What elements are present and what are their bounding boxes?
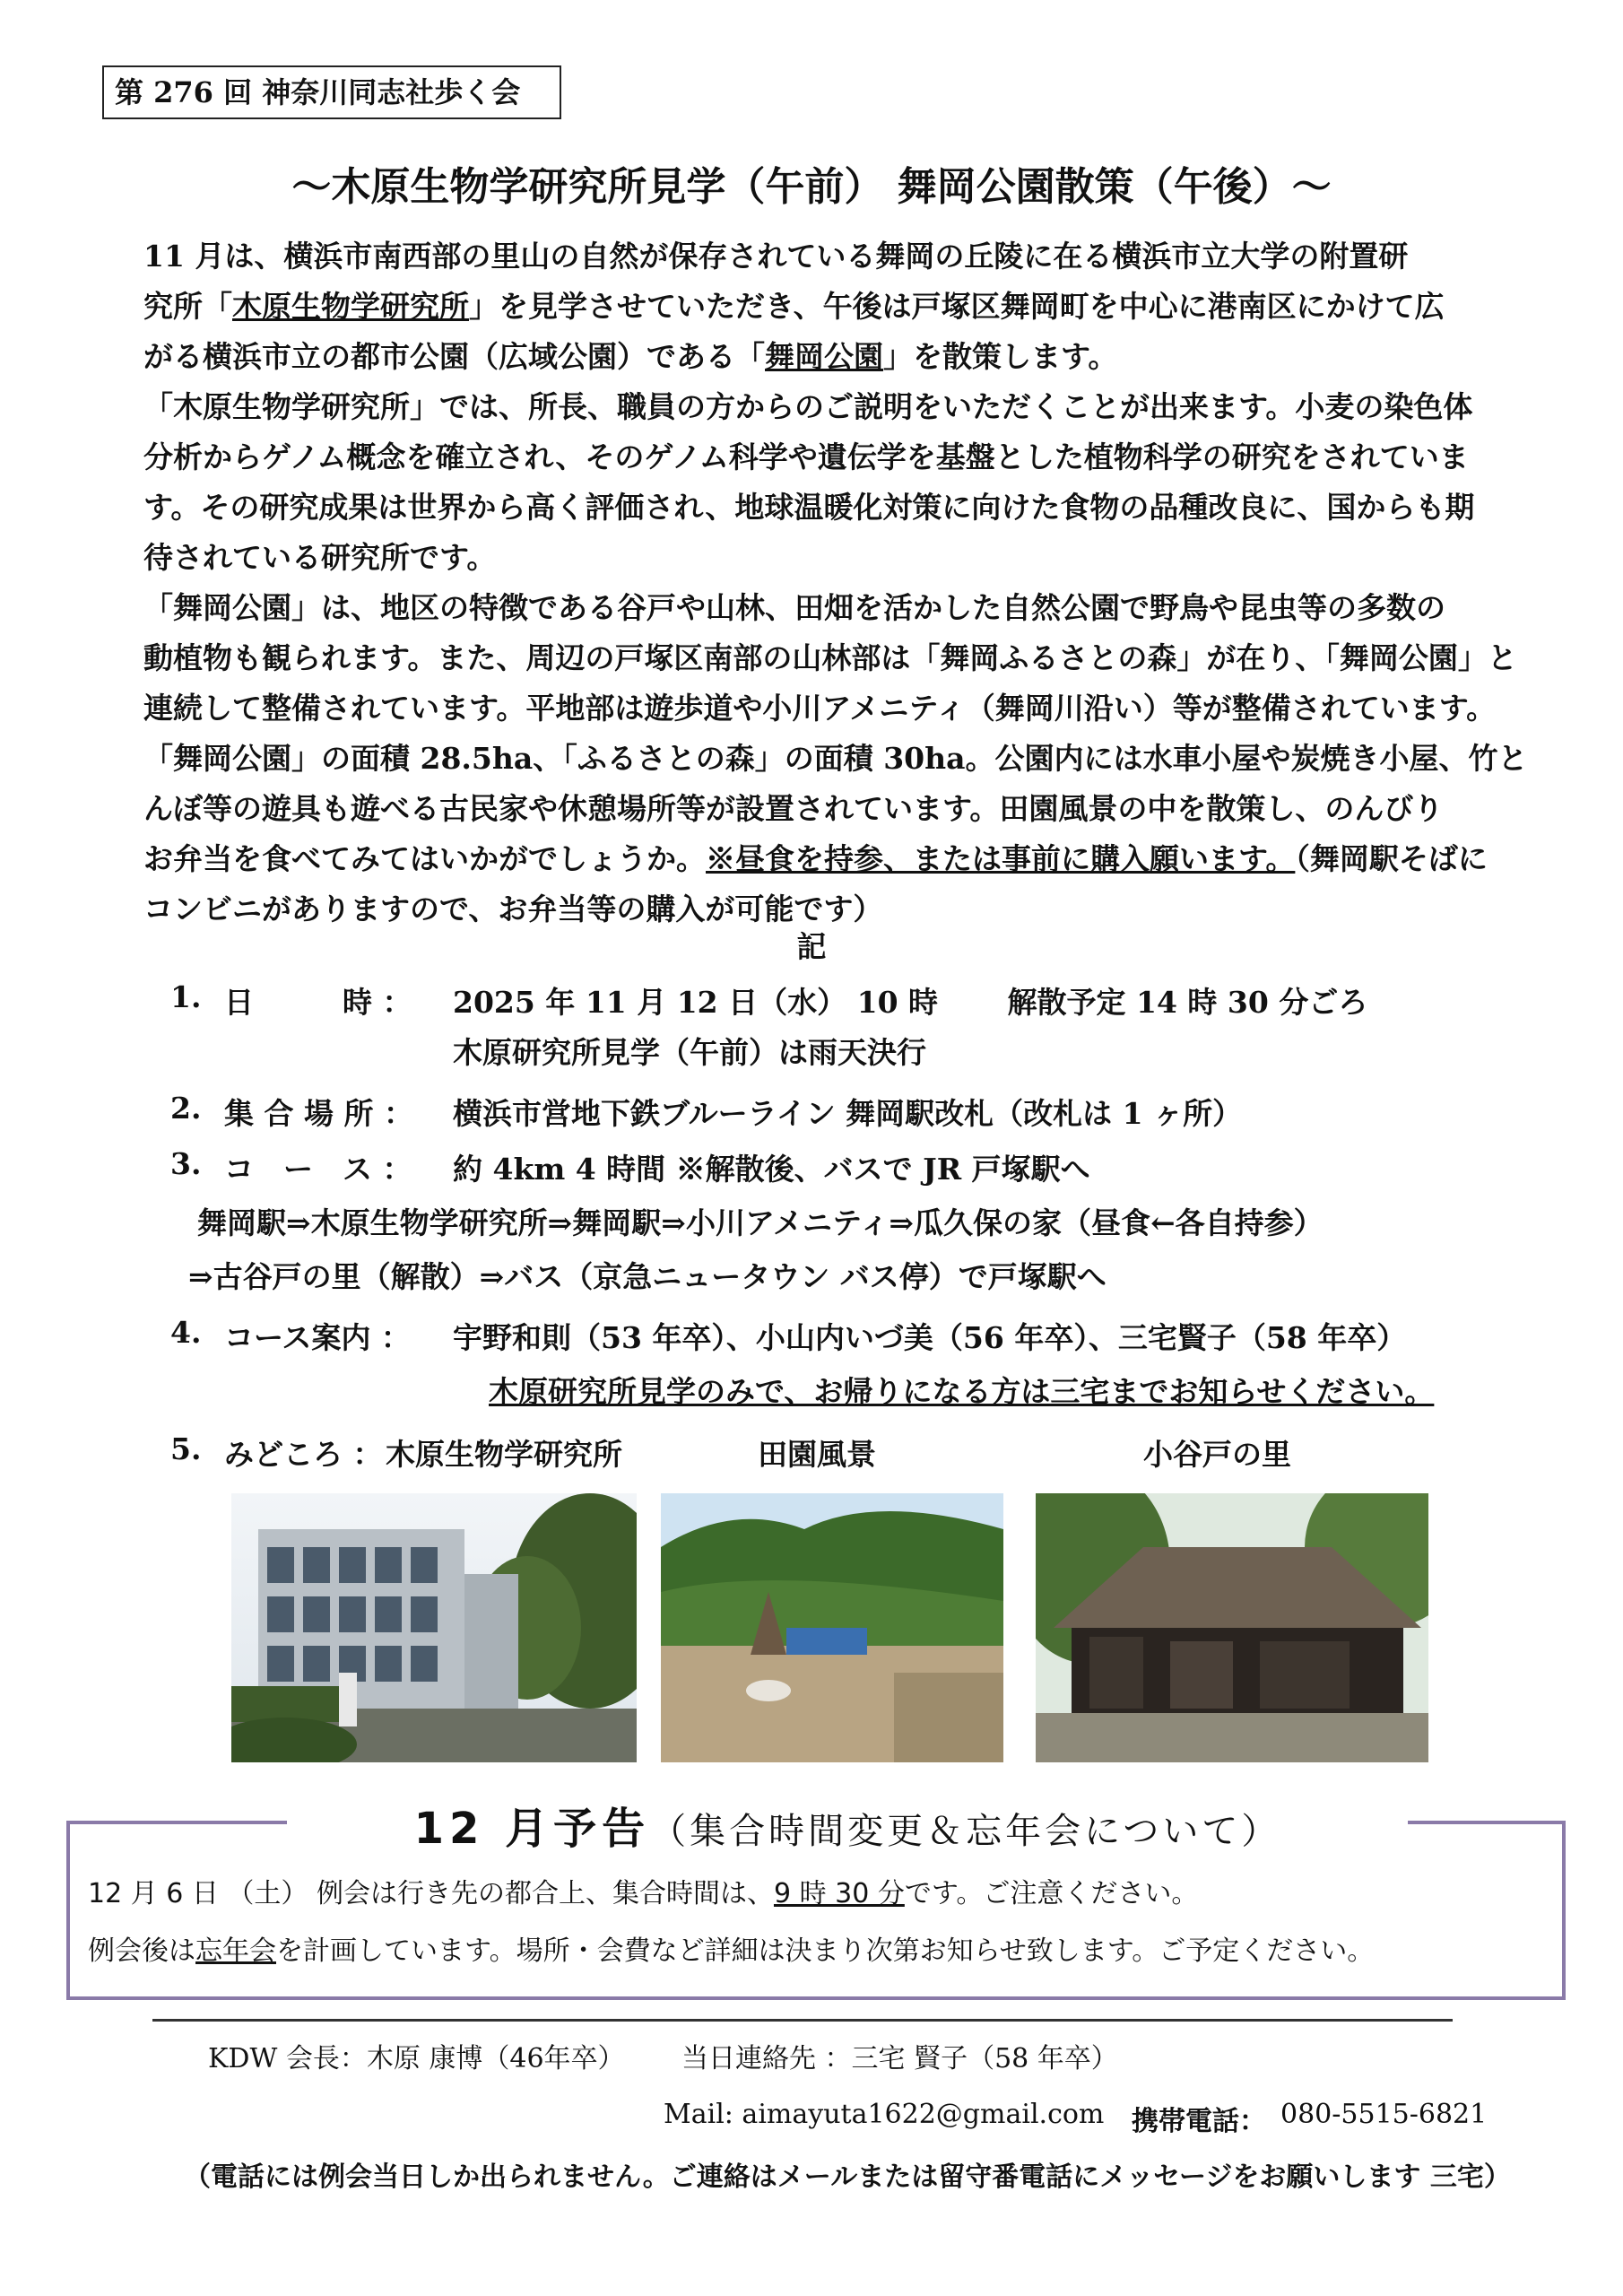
december-preview-subtitle: （集合時間変更＆忘年会について）: [650, 1811, 1281, 1852]
december-preview-heading: [287, 1794, 1408, 1854]
building-image: [231, 1493, 637, 1762]
footer-divider: [152, 2019, 1453, 2022]
preview-text-run: 例会後は: [88, 1935, 195, 1967]
event-number-label: 第 276 回 神奈川同志社歩く会: [102, 65, 561, 119]
maioka-park-highlight: 舞岡公園: [765, 339, 883, 374]
phone-number[interactable]: 080-5515-6821: [1280, 2099, 1488, 2130]
intro-line: [143, 282, 1524, 332]
highlights-label: みどころ ：: [224, 1437, 383, 1472]
guide-label: コース案内 ：: [224, 1320, 411, 1355]
course-value: 約 4km 4 時間 ※解散後、バスで JR 戸塚駅へ: [453, 1152, 1090, 1187]
meeting-place-label: 集 合 場 所 ：: [224, 1096, 413, 1131]
intro-text-run: 」を見学させていただき、午後は戸塚区舞岡町を中心に港南区にかけて広: [469, 289, 1445, 324]
meeting-time-highlight: 9 時 30 分: [773, 1878, 905, 1909]
course-route: 舞岡駅⇒木原生物学研究所⇒舞岡駅⇒小川アメニティ⇒瓜久保の家（昼食←各自持参）: [197, 1205, 1324, 1240]
item-number: 4.: [170, 1315, 202, 1350]
intro-text-run: がる横浜市立の都市公園（広域公園）である「: [143, 339, 765, 374]
intro-line: す。その研究成果は世界から高く評価され、地球温暖化対策に向けた食物の品種改良に、国からも期: [143, 490, 1475, 525]
intro-line: 分析からゲノム概念を確立され、そのゲノム科学や遺伝学を基盤とした植物科学の研究をされていま: [143, 439, 1469, 474]
kihara-institute-highlight: 木原生物学研究所: [232, 289, 469, 324]
item-number: 5.: [170, 1431, 202, 1466]
date-value: 2025 年 11 月 12 日（水） 10 時 解散予定 14 時 30 分ごろ: [453, 985, 1368, 1020]
guide-note: 木原研究所見学のみで、お帰りになる方は三宅までお知らせください。: [489, 1374, 1435, 1409]
preview-line-2: [88, 1928, 1374, 1968]
course-label: コ ー ス ：: [224, 1152, 412, 1187]
landscape-image: [661, 1493, 1003, 1762]
intro-text-run: 」を散策します。: [883, 339, 1118, 374]
highlight-kihara: 木原生物学研究所: [386, 1437, 622, 1472]
phone-label: 携帯電話：: [1132, 2106, 1266, 2137]
intro-line: 「舞岡公園」は、地区の特徴である谷戸や山林、田畑を活かした自然公園で野鳥や昆虫等の多数の: [143, 590, 1445, 625]
intro-text-run: （舞岡駅そばに: [1295, 841, 1488, 876]
item-number: 2.: [170, 1091, 202, 1126]
contact-email[interactable]: Mail: aimayuta1622@gmail.com: [664, 2099, 1105, 2130]
preview-line-1: [88, 1871, 1198, 1910]
item-number: 3.: [170, 1146, 202, 1181]
intro-line: んぼ等の遊具も遊べる古民家や休憩場所等が設置されています。田園風景の中を散策し、のんびり: [143, 791, 1444, 826]
rain-note: 木原研究所見学（午前）は雨天決行: [453, 1035, 926, 1070]
year-end-party-highlight: 忘年会: [195, 1935, 276, 1967]
thatched-house-image: [1036, 1493, 1428, 1762]
highlight-rural: 田園風景: [758, 1437, 876, 1472]
intro-text-run: お弁当を食べてみてはいかがでしょうか。: [143, 841, 706, 876]
rural-landscape-photo: [661, 1493, 1003, 1762]
date-label: 日 時 ：: [224, 985, 412, 1020]
president-info: KDW 会長：木原 康博（46年卒）: [208, 2043, 625, 2074]
item-number: 1.: [170, 979, 202, 1014]
lunch-notice: ※昼食を持参、または事前に購入願います。: [706, 841, 1296, 876]
ki-heading: 記: [796, 929, 827, 964]
preview-text-run: を計画しています。場所・会費など詳細は決まり次第お知らせ致します。ご予定ください。: [276, 1935, 1375, 1967]
kihara-institute-photo: [231, 1493, 637, 1762]
preview-text-run: 12 月 6 日 （土） 例会は行き先の都合上、集合時間は、: [88, 1878, 774, 1909]
intro-line: 「木原生物学研究所」では、所長、職員の方からのご説明をいただくことが出来ます。小麦の染色体: [143, 389, 1473, 424]
intro-line: 動植物も観られます。また、周辺の戸塚区南部の山林部は「舞岡ふるさとの森」が在り、「舞岡公園」と: [143, 640, 1517, 675]
intro-text-run: 究所「: [143, 289, 232, 324]
intro-line: [143, 332, 1524, 382]
contact-info: 当日連絡先 ：三宅 賢子（58 年卒）: [681, 2043, 1118, 2074]
intro-text: [143, 231, 1528, 935]
course-route: ⇒古谷戸の里（解散）⇒バス（京急ニュータウン バス停）で戸塚駅へ: [188, 1259, 1107, 1294]
intro-line: 「舞岡公園」の面積 28.5ha、「ふるさとの森」の面積 30ha。公園内には水車小屋や炭焼き小屋、竹と: [143, 741, 1528, 776]
page-title: ～木原生物学研究所見学（午前） 舞岡公園散策（午後）～: [291, 164, 1332, 210]
intro-line: 11 月は、横浜市南西部の里山の自然が保存されている舞岡の丘陵に在る横浜市立大学の附置研: [143, 239, 1409, 274]
intro-line: 待されている研究所です。: [143, 540, 497, 575]
preview-text-run: です。ご注意ください。: [904, 1878, 1199, 1909]
koyato-house-photo: [1036, 1493, 1428, 1762]
intro-line: 連続して整備されています。平地部は遊歩道や小川アメニティ（舞岡川沿い）等が整備されています。: [143, 691, 1497, 726]
intro-line: コンビニがありますので、お弁当等の購入が可能です）: [143, 891, 883, 926]
highlight-koyato: 小谷戸の里: [1143, 1437, 1291, 1472]
december-preview-title: 12 月予告: [413, 1804, 651, 1854]
guide-value: 宇野和則（53 年卒）、小山内いづ美（56 年卒）、三宅賢子（58 年卒）: [453, 1320, 1407, 1355]
meeting-place-value: 横浜市営地下鉄ブルーライン 舞岡駅改札（改札は 1 ヶ所）: [453, 1096, 1243, 1131]
intro-line: [143, 834, 1524, 884]
contact-note: （電話には例会当日しか出られません。ご連絡はメールまたは留守番電話にメッセージをお願いします 三宅）: [184, 2161, 1511, 2193]
